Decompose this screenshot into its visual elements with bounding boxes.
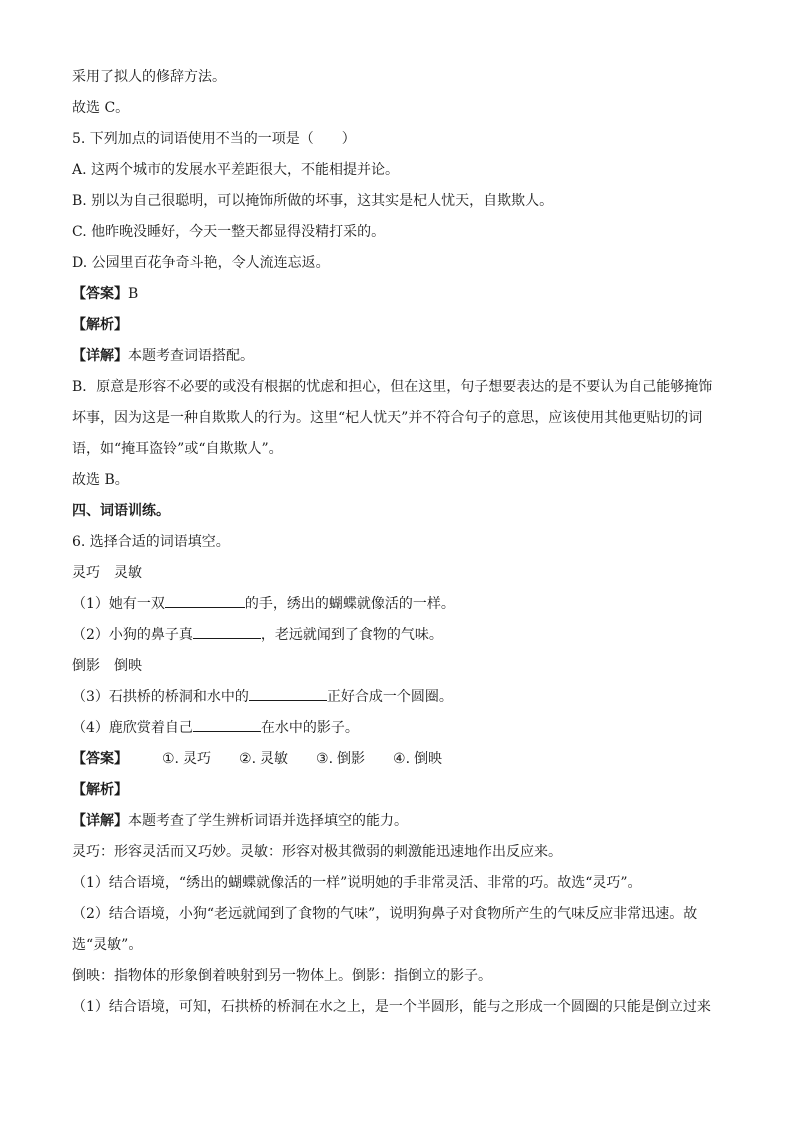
answer-tag: 【答案】	[72, 751, 128, 767]
word-choices-1: 灵巧 灵敏	[72, 565, 142, 581]
explanation-3: （1）结合语境，可知，石拱桥的桥洞在水之上，是一个半圆形，能与之形成一个圆圈的只能是倒立过来	[72, 999, 711, 1015]
sentence-text: （3）石拱桥的桥洞和水中的	[72, 689, 249, 705]
sentence-4	[72, 713, 722, 744]
sentence-text: 正好合成一个圆圈。	[326, 689, 453, 705]
detail-text: 本题考查了学生辨析词语并选择填空的能力。	[128, 813, 408, 829]
answer-item	[316, 744, 365, 775]
answer-number: ④.	[393, 751, 411, 767]
explanation-2: （2）结合语境，小狗“老远就闻到了食物的气味”，说明狗鼻子对食物所产生的气味反应非常迅速。故选“灵敏”。	[72, 906, 698, 953]
answer-item	[393, 744, 442, 775]
answer-value: B	[128, 286, 139, 302]
fill-blank	[249, 684, 327, 701]
answer-6	[72, 744, 722, 775]
answer-5	[72, 279, 722, 310]
analysis-tag: 【解析】	[72, 317, 128, 333]
answer-item	[239, 744, 288, 775]
detail-6	[72, 806, 722, 837]
sentence-text: （4）鹿欣赏着自己	[72, 720, 193, 736]
section-heading: 四、词语训练。	[72, 503, 170, 519]
option-d: D. 公园里百花争奇斗艳，令人流连忘返。	[72, 255, 330, 271]
text-line: 故选 B。	[72, 472, 129, 488]
answer-item	[162, 744, 211, 775]
sentence-1	[72, 589, 722, 620]
fill-blank	[165, 591, 245, 608]
option-b: B. 别以为自己很聪明，可以掩饰所做的坏事，这其实是杞人忧天，自欺欺人。	[72, 193, 554, 209]
text-line: 故选 C。	[72, 100, 130, 116]
answer-tag: 【答案】	[72, 286, 128, 302]
answer-number: ①.	[162, 751, 180, 767]
question-5: 5. 下列加点的词语使用不当的一项是（ ）	[72, 131, 356, 147]
explanation-1: （1）结合语境，“绣出的蝴蝶就像活的一样”说明她的手非常灵活、非常的巧。故选“灵巧”。	[72, 875, 642, 891]
answer-word: 灵巧	[183, 751, 212, 767]
answer-word: 灵敏	[260, 751, 289, 767]
question-6: 6. 选择合适的词语填空。	[72, 534, 230, 550]
answer-number: ②.	[239, 751, 257, 767]
definition-2: 倒映：指物体的形象倒着映射到另一物体上。倒影：指倒立的影子。	[72, 968, 492, 984]
explanation-paragraph: B．原意是形容不必要的或没有根据的忧虑和担心，但在这里，句子想要表达的是不要认为自己能够掩饰坏事，因为这是一种自欺欺人的行为。这里“杞人忧天”并不符合句子的意思，应该使用其他更贴切的词语，如“掩耳盗铃”或“自欺欺人”。	[72, 379, 713, 457]
sentence-text: ，老远就闻到了食物的气味。	[260, 627, 443, 643]
option-a: A. 这两个城市的发展水平差距很大，不能相提并论。	[72, 162, 400, 178]
detail-5	[72, 341, 722, 372]
answer-word: 倒映	[414, 751, 443, 767]
sentence-2	[72, 620, 722, 651]
sentence-text: （1）她有一双	[72, 596, 165, 612]
word-choices-2: 倒影 倒映	[72, 658, 142, 674]
detail-text: 本题考查词语搭配。	[128, 348, 254, 364]
fill-blank	[193, 622, 261, 639]
analysis-tag: 【解析】	[72, 782, 128, 798]
answer-number: ③.	[316, 751, 334, 767]
detail-tag: 【详解】	[72, 348, 128, 364]
sentence-text: （2）小狗的鼻子真	[72, 627, 193, 643]
sentence-3	[72, 682, 722, 713]
text-line: 采用了拟人的修辞方法。	[72, 69, 226, 85]
definition-1: 灵巧：形容灵活而又巧妙。灵敏：形容对极其微弱的刺激能迅速地作出反应来。	[72, 844, 562, 860]
document-page	[72, 62, 722, 1023]
detail-tag: 【详解】	[72, 813, 128, 829]
answer-word: 倒影	[337, 751, 366, 767]
sentence-text: 的手，绣出的蝴蝶就像活的一样。	[244, 596, 455, 612]
sentence-text: 在水中的影子。	[260, 720, 359, 736]
option-c: C. 他昨晚没睡好，今天一整天都显得没精打采的。	[72, 224, 386, 240]
fill-blank	[193, 715, 261, 732]
